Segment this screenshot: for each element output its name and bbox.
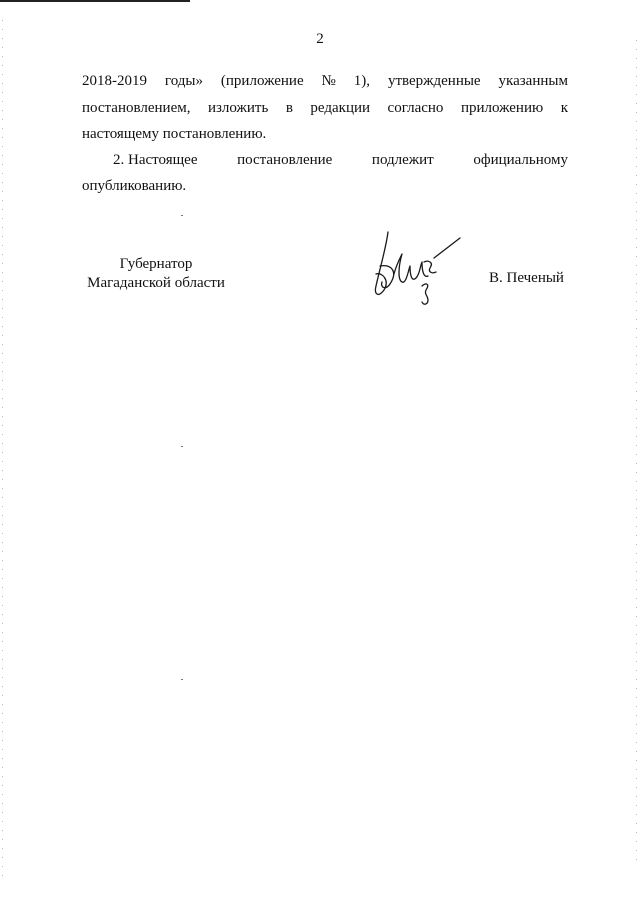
signer-name: В. Печеный (489, 270, 564, 286)
word: годы» (164, 73, 203, 89)
word: согласно (387, 100, 444, 116)
word: постановлением, (82, 100, 191, 116)
left-edge-artifact (2, 20, 3, 880)
scan-speck (181, 446, 183, 447)
signer-title-line-2: Магаданской области (87, 275, 225, 291)
word: № (321, 73, 336, 89)
word: 2018-2019 (82, 73, 147, 89)
word: редакции (310, 100, 371, 116)
signer-title (86, 255, 226, 293)
handwritten-signature (368, 228, 468, 310)
word: 2. Настоящее (113, 152, 198, 168)
word: указанным (498, 73, 568, 89)
signer-title-line-1: Губернатор (119, 256, 193, 272)
paragraph-1-line-1 (82, 72, 568, 90)
paragraph-2-line-1 (113, 151, 568, 169)
word: приложению (460, 100, 544, 116)
word: официальному (473, 152, 568, 168)
word: к (560, 100, 568, 116)
paragraph-1-line-3: настоящему постановлению. (82, 126, 267, 142)
word: изложить (207, 100, 269, 116)
paragraph-2-line-2: опубликованию. (82, 178, 187, 194)
word: в (285, 100, 293, 116)
paragraph-1-line-2 (82, 99, 568, 117)
word: 1), (353, 73, 371, 89)
scan-speck (181, 679, 183, 680)
page-number: 2 (316, 31, 324, 47)
top-rule (0, 0, 190, 2)
right-edge-artifact (636, 40, 637, 860)
word: постановление (237, 152, 333, 168)
scan-speck (181, 215, 183, 216)
word: (приложение (220, 73, 304, 89)
word: утвержденные (387, 73, 481, 89)
word: подлежит (371, 152, 434, 168)
